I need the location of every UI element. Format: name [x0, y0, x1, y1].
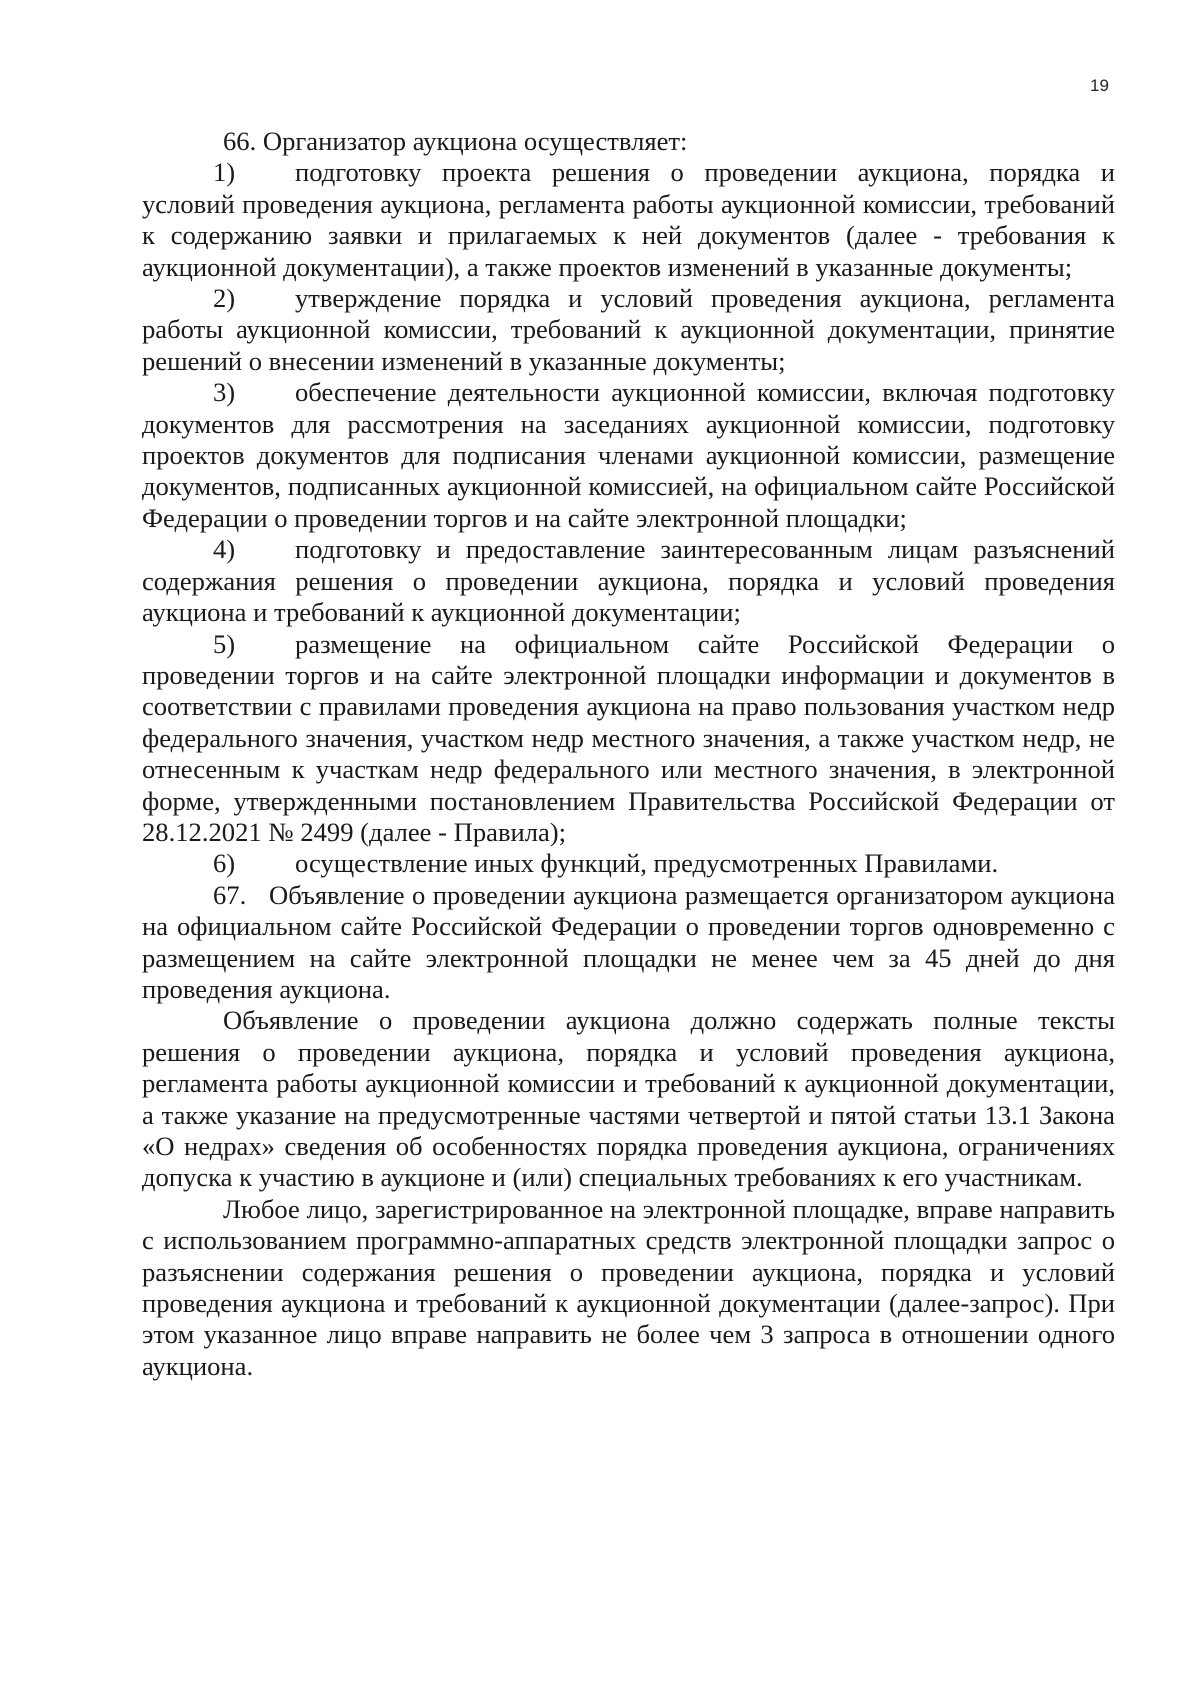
item-text: подготовку проекта решения о проведении аукциона, порядка и условий проведения аукциона, регламента работы аукционной комиссии, требований к содержанию заявки и прилагаемых к ней документов (далее - требования к аукционной документации), а также проектов изменений в указанные документы; — [142, 157, 1115, 282]
clause-66-item-4 — [142, 534, 1115, 628]
clause-67 — [142, 880, 1115, 1006]
item-text: обеспечение деятельности аукционной комиссии, включая подготовку документов для рассмотрения на заседаниях аукционной комиссии, подготовку проектов документов для подписания членами аукционной комиссии, размещение документов, подписанных аукционной комиссией, на официальном сайте Российской Федерации о проведении торгов и на сайте электронной площадки; — [142, 377, 1115, 533]
clause-66-item-5 — [142, 629, 1115, 849]
document-body — [142, 126, 1115, 1382]
item-text: осуществление иных функций, предусмотренных Правилами. — [295, 848, 999, 879]
clause-67-paragraph-1: Объявление о проведении аукциона должно содержать полные тексты решения о проведении аукциона, порядка и условий проведения аукциона, регламента работы аукционной комиссии и требований к аукционной документации, а также указание на предусмотренные частями четвертой и пятой статьи 13.1 Закона «О недрах» сведения об особенностях порядка проведения аукциона, ограничениях допуска к участию в аукционе и (или) специальных требованиях к его участникам. — [142, 1005, 1115, 1193]
page-number: 19 — [1090, 76, 1109, 95]
clause-66-item-1 — [142, 157, 1115, 283]
clause-66-item-6 — [142, 848, 1115, 879]
item-number: 1) — [213, 157, 236, 188]
clause-66-item-2 — [142, 283, 1115, 377]
item-text: утверждение порядка и условий проведения аукциона, регламента работы аукционной комиссии, требований к аукционной документации, принятие решений о внесении изменений в указанные документы; — [142, 283, 1115, 376]
item-text: размещение на официальном сайте Российской Федерации о проведении торгов и на сайте электронной площадки информации и документов в соответствии с правилами проведения аукциона на право пользования участком недр федерального значения, участком недр местного значения, а также участком недр, не отнесенным к участкам недр федерального или местного значения, в электронной форме, утвержденными постановлением Правительства Российской Федерации от 28.12.2021 № 2499 (далее - Правила); — [142, 628, 1115, 847]
item-text: подготовку и предоставление заинтересованным лицам разъяснений содержания решения о проведении аукциона, порядка и условий проведения аукциона и требований к аукционной документации; — [142, 534, 1115, 628]
clause-67-paragraph-2: Любое лицо, зарегистрированное на электронной площадке, вправе направить с использованием программно-аппаратных средств электронной площадки запрос о разъяснении содержания решения о проведении аукциона, порядка и условий проведения аукциона и требований к аукционной документации (далее-запрос). При этом указанное лицо вправе направить не более чем 3 запроса в отношении одного аукциона. — [142, 1193, 1115, 1381]
item-number: 2) — [213, 283, 236, 314]
item-number: 5) — [213, 628, 236, 659]
clause-text: Объявление о проведении аукциона размещается организатором аукциона на официальном сайте Российской Федерации о проведении торгов одновременно с размещением на сайте электронной площадки не менее чем за 45 дней до дня проведения аукциона. — [142, 879, 1115, 1004]
item-number: 6) — [213, 848, 236, 879]
clause-66-item-3 — [142, 377, 1115, 534]
item-number: 3) — [213, 377, 236, 408]
clause-66-heading: 66. Организатор аукциона осуществляет: — [223, 126, 688, 156]
item-number: 4) — [213, 534, 236, 565]
clause-number: 67. — [213, 879, 247, 910]
